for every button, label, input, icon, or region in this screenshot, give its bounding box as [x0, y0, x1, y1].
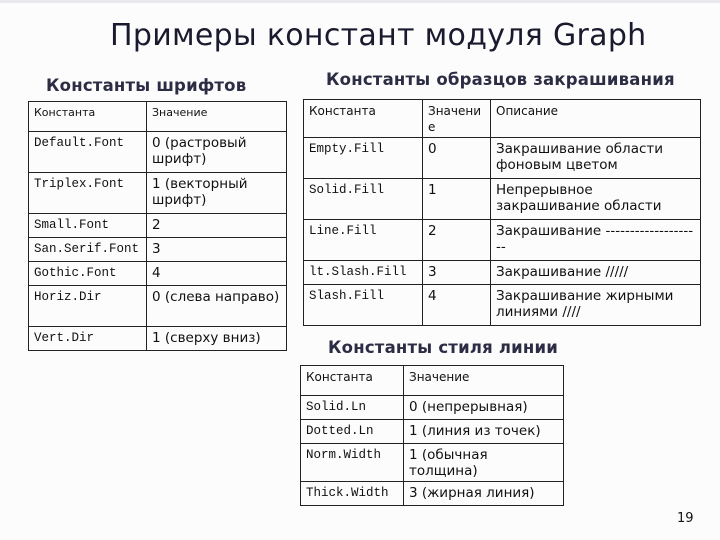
- table-row: [301, 396, 564, 420]
- line-table: [300, 365, 564, 506]
- value-cell: 3: [423, 261, 491, 285]
- value-cell: 1 (сверху вниз): [147, 327, 287, 351]
- line-section-heading: Константы стиля линии: [328, 338, 559, 357]
- constant-cell: Empty.Fill: [304, 138, 423, 179]
- constant-cell: Horiz.Dir: [29, 286, 147, 327]
- value-cell: 3: [147, 238, 287, 262]
- column-header: Значение: [147, 102, 287, 132]
- constant-cell: Gothic.Font: [29, 262, 147, 286]
- table-header-row: [304, 100, 701, 138]
- table-header-row: [301, 366, 564, 396]
- value-cell: 1 (векторный шрифт): [147, 173, 287, 214]
- table-row: [29, 262, 287, 286]
- constant-cell: Solid.Ln: [301, 396, 404, 420]
- table-row: [304, 261, 701, 285]
- description-cell: Непрерывное закрашивание области: [491, 179, 701, 220]
- table-row: [301, 420, 564, 444]
- table-row: [29, 132, 287, 173]
- description-cell: Закрашивание области фоновым цветом: [491, 138, 701, 179]
- value-cell: 3 (жирная линия): [404, 482, 564, 506]
- constant-cell: Solid.Fill: [304, 179, 423, 220]
- value-cell: 1 (линия из точек): [404, 420, 564, 444]
- fill-table: [303, 99, 701, 326]
- constant-cell: Default.Font: [29, 132, 147, 173]
- column-header: Константа: [29, 102, 147, 132]
- value-cell: 4: [147, 262, 287, 286]
- table-row: [304, 220, 701, 261]
- constant-cell: Triplex.Font: [29, 173, 147, 214]
- constant-cell: Line.Fill: [304, 220, 423, 261]
- top-divider: [0, 0, 720, 3]
- table-row: [29, 173, 287, 214]
- constant-cell: Slash.Fill: [304, 285, 423, 326]
- constant-cell: Small.Font: [29, 214, 147, 238]
- constant-cell: Dotted.Ln: [301, 420, 404, 444]
- description-cell: Закрашивание жирными линиями ////: [491, 285, 701, 326]
- constant-cell: San.Serif.Font: [29, 238, 147, 262]
- table-row: [301, 444, 564, 482]
- value-cell: 0: [423, 138, 491, 179]
- table-header-row: [29, 102, 287, 132]
- value-cell: 2: [147, 214, 287, 238]
- column-header: Константа: [301, 366, 404, 396]
- fonts-table: [28, 101, 287, 351]
- page-number: 19: [677, 511, 694, 526]
- table-row: [29, 238, 287, 262]
- description-cell: Закрашивание --------------------: [491, 220, 701, 261]
- value-cell: 2: [423, 220, 491, 261]
- table-row: [304, 179, 701, 220]
- constant-cell: Norm.Width: [301, 444, 404, 482]
- value-cell: 4: [423, 285, 491, 326]
- value-cell: 0 (непрерывная): [404, 396, 564, 420]
- description-cell: Закрашивание /////: [491, 261, 701, 285]
- constant-cell: Thick.Width: [301, 482, 404, 506]
- value-cell: 0 (растровый шрифт): [147, 132, 287, 173]
- value-cell: 1: [423, 179, 491, 220]
- table-row: [29, 214, 287, 238]
- constant-cell: Vert.Dir: [29, 327, 147, 351]
- table-row: [304, 138, 701, 179]
- fill-section-heading: Константы образцов закрашивания: [326, 70, 675, 89]
- value-cell: 1 (обычная толщина): [404, 444, 564, 482]
- slide-title: Примеры констант модуля Graph: [110, 18, 647, 53]
- constant-cell: lt.Slash.Fill: [304, 261, 423, 285]
- table-row: [301, 482, 564, 506]
- value-cell: 0 (слева направо): [147, 286, 287, 327]
- table-row: [29, 327, 287, 351]
- column-header: Константа: [304, 100, 423, 138]
- fonts-section-heading: Константы шрифтов: [46, 76, 247, 95]
- table-row: [29, 286, 287, 327]
- column-header: Значение: [404, 366, 564, 396]
- table-row: [304, 285, 701, 326]
- column-header: Значени е: [423, 100, 491, 138]
- column-header: Описание: [491, 100, 701, 138]
